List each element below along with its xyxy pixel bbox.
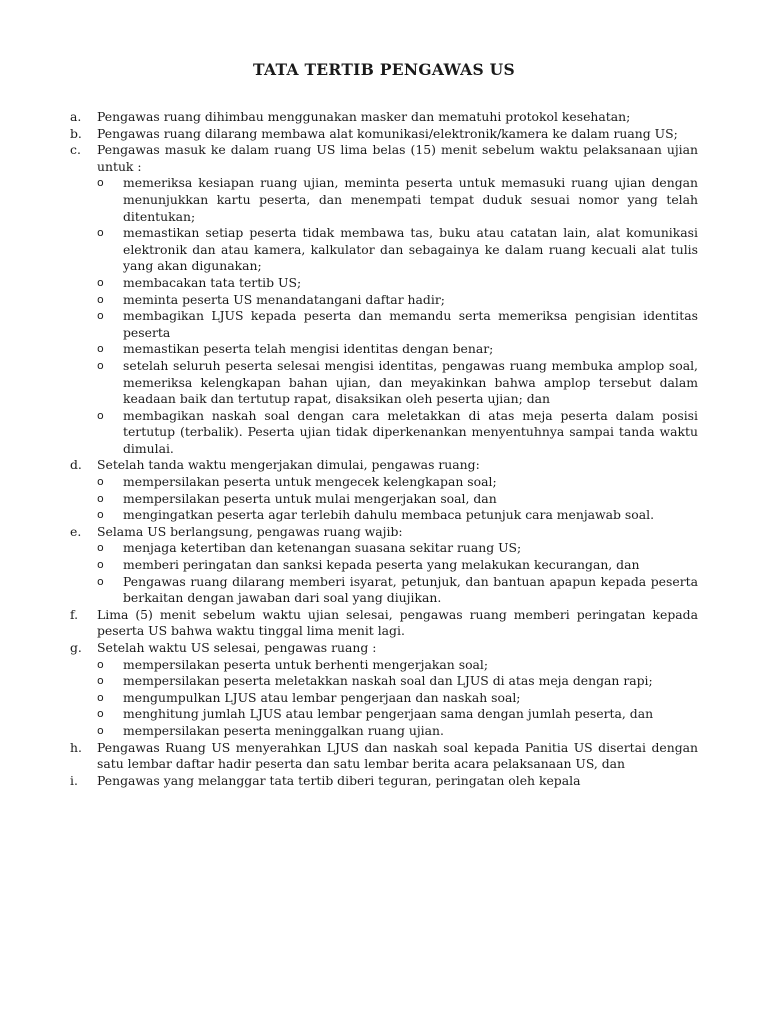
rules-list bbox=[70, 109, 698, 789]
sub-item bbox=[97, 275, 698, 292]
sub-item-text: memastikan peserta telah mengisi identitas dengan benar; bbox=[123, 341, 494, 357]
sub-item bbox=[97, 706, 698, 723]
rule-text: Pengawas ruang dihimbau menggunakan masker dan mematuhi protokol kesehatan; bbox=[97, 109, 631, 124]
rule-item bbox=[70, 457, 698, 523]
sub-item-text: memeriksa kesiapan ruang ujian, meminta peserta untuk memasuki ruang ujian dengan menunjukkan kartu peserta, dan menempati tempat duduk sesuai nomor yang telah ditentukan; bbox=[123, 175, 698, 224]
rule-item bbox=[70, 773, 698, 790]
rule-text: Lima (5) menit sebelum waktu ujian selesai, pengawas ruang memberi peringatan kepada peserta US bahwa waktu tinggal lima menit lagi. bbox=[97, 606, 698, 639]
rule-content bbox=[97, 607, 698, 640]
rule-label: b. bbox=[70, 125, 82, 141]
circle-bullet-icon: o bbox=[97, 309, 104, 323]
sub-item bbox=[97, 175, 698, 225]
circle-bullet-icon: o bbox=[97, 657, 104, 671]
circle-bullet-icon: o bbox=[97, 491, 104, 505]
sub-item-text: memastikan setiap peserta tidak membawa tas, buku atau catatan lain, alat komunikasi elektronik dan atau kamera, kalkulator dan sebagainya ke dalam ruang kecuali alat tulis yang akan digunakan; bbox=[123, 225, 698, 274]
sub-list bbox=[97, 474, 698, 524]
circle-bullet-icon: o bbox=[97, 574, 104, 588]
sub-list bbox=[97, 540, 698, 606]
sub-item-text: setelah seluruh peserta selesai mengisi identitas, pengawas ruang membuka amplop soal, memeriksa kelengkapan bahan ujian, dan meyakinkan bahwa amplop tersebut dalam keadaan baik dan tertutup rapat, disaksikan oleh peserta ujian; dan bbox=[123, 357, 698, 407]
rule-text: Pengawas Ruang US menyerahkan LJUS dan naskah soal kepada Panitia US disertai dengan satu lembar daftar hadir peserta dan satu lembar berita acara pelaksanaan US, dan bbox=[97, 739, 698, 772]
sub-item bbox=[97, 491, 698, 508]
sub-item-text: mengingatkan peserta agar terlebih dahulu membaca petunjuk cara menjawab soal. bbox=[123, 507, 655, 523]
circle-bullet-icon: o bbox=[97, 342, 104, 356]
rule-item bbox=[70, 640, 698, 740]
page-title: TATA TERTIB PENGAWAS US bbox=[253, 60, 515, 79]
sub-item-text: membacakan tata tertib US; bbox=[123, 274, 302, 290]
sub-item bbox=[97, 657, 698, 674]
circle-bullet-icon: o bbox=[97, 690, 104, 704]
sub-item-text: membagikan LJUS kepada peserta dan memandu serta memeriksa pengisian identitas peserta bbox=[123, 308, 698, 340]
sub-item-text: Pengawas ruang dilarang memberi isyarat, petunjuk, dan bantuan apapun kepada peserta berkaitan dengan jawaban dari soal yang diujikan. bbox=[123, 573, 698, 606]
circle-bullet-icon: o bbox=[97, 541, 104, 555]
sub-item bbox=[97, 308, 698, 341]
sub-item bbox=[97, 408, 698, 458]
circle-bullet-icon: o bbox=[97, 226, 104, 240]
sub-item-text: mempersilakan peserta untuk mengecek kelengkapan soal; bbox=[123, 474, 497, 490]
rule-label: d. bbox=[70, 457, 82, 473]
rule-label: e. bbox=[70, 523, 82, 539]
rule-label: f. bbox=[70, 606, 79, 622]
rule-item bbox=[70, 607, 698, 640]
rule-text: Pengawas yang melanggar tata tertib diberi teguran, peringatan oleh kepala bbox=[97, 772, 581, 788]
sub-item-text: menghitung jumlah LJUS atau lembar pengerjaan sama dengan jumlah peserta, dan bbox=[123, 706, 654, 722]
sub-list bbox=[97, 657, 698, 740]
rule-text: Setelah waktu US selesai, pengawas ruang : bbox=[97, 640, 377, 655]
rule-label: c. bbox=[70, 142, 81, 158]
sub-item bbox=[97, 507, 698, 524]
circle-bullet-icon: o bbox=[97, 475, 104, 489]
circle-bullet-icon: o bbox=[97, 707, 104, 721]
rule-text: Pengawas masuk ke dalam ruang US lima belas (15) menit sebelum waktu pelaksanaan ujian untuk : bbox=[97, 142, 698, 174]
rule-item bbox=[70, 740, 698, 773]
sub-item-text: mempersilakan peserta untuk berhenti mengerjakan soal; bbox=[123, 656, 489, 672]
sub-item-text: membagikan naskah soal dengan cara meletakkan di atas meja peserta dalam posisi tertutup (terbalik). Peserta ujian tidak diperkenankan menyentuhnya sampai tanda waktu dimulai. bbox=[123, 407, 698, 456]
rule-content bbox=[97, 457, 698, 523]
circle-bullet-icon: o bbox=[97, 358, 104, 372]
sub-item-text: meminta peserta US menandatangani daftar hadir; bbox=[123, 291, 445, 307]
sub-item bbox=[97, 557, 698, 574]
rule-item bbox=[70, 142, 698, 457]
rule-content bbox=[97, 740, 698, 773]
sub-item bbox=[97, 225, 698, 275]
circle-bullet-icon: o bbox=[97, 275, 104, 289]
sub-item-text: mempersilakan peserta meletakkan naskah soal dan LJUS di atas meja dengan rapi; bbox=[123, 673, 653, 689]
rule-text: Selama US berlangsung, pengawas ruang wajib: bbox=[97, 523, 403, 539]
circle-bullet-icon: o bbox=[97, 292, 104, 306]
sub-item-text: menjaga ketertiban dan ketenangan suasana sekitar ruang US; bbox=[123, 540, 522, 556]
rule-label: g. bbox=[70, 640, 82, 655]
sub-item-text: mengumpulkan LJUS atau lembar pengerjaan dan naskah soal; bbox=[123, 689, 521, 705]
rule-label: a. bbox=[70, 109, 82, 124]
sub-item-text: mempersilakan peserta untuk mulai mengerjakan soal, dan bbox=[123, 490, 497, 506]
rule-item bbox=[70, 109, 698, 126]
sub-list bbox=[97, 175, 698, 457]
sub-item bbox=[97, 723, 698, 740]
circle-bullet-icon: o bbox=[97, 674, 104, 688]
circle-bullet-icon: o bbox=[97, 408, 104, 422]
sub-item bbox=[97, 574, 698, 607]
circle-bullet-icon: o bbox=[97, 508, 104, 522]
circle-bullet-icon: o bbox=[97, 558, 104, 572]
sub-item bbox=[97, 292, 698, 309]
circle-bullet-icon: o bbox=[97, 176, 104, 190]
sub-item bbox=[97, 474, 698, 491]
circle-bullet-icon: o bbox=[97, 723, 104, 737]
rule-content bbox=[97, 773, 698, 790]
sub-item bbox=[97, 358, 698, 408]
rule-text: Pengawas ruang dilarang membawa alat komunikasi/elektronik/kamera ke dalam ruang US; bbox=[97, 125, 678, 141]
rule-label: i. bbox=[70, 772, 78, 788]
rule-content bbox=[97, 142, 698, 457]
rule-content bbox=[97, 109, 698, 126]
sub-item-text: mempersilakan peserta meninggalkan ruang ujian. bbox=[123, 722, 444, 738]
rule-item bbox=[70, 524, 698, 607]
sub-item bbox=[97, 690, 698, 707]
rule-item bbox=[70, 126, 698, 143]
rule-text: Setelah tanda waktu mengerjakan dimulai, pengawas ruang: bbox=[97, 457, 480, 473]
sub-item bbox=[97, 673, 698, 690]
sub-item bbox=[97, 341, 698, 358]
rule-content bbox=[97, 524, 698, 607]
sub-item-text: memberi peringatan dan sanksi kepada peserta yang melakukan kecurangan, dan bbox=[123, 557, 640, 573]
rule-label: h. bbox=[70, 739, 82, 755]
rule-content bbox=[97, 640, 698, 740]
sub-item bbox=[97, 540, 698, 557]
rule-content bbox=[97, 126, 698, 143]
